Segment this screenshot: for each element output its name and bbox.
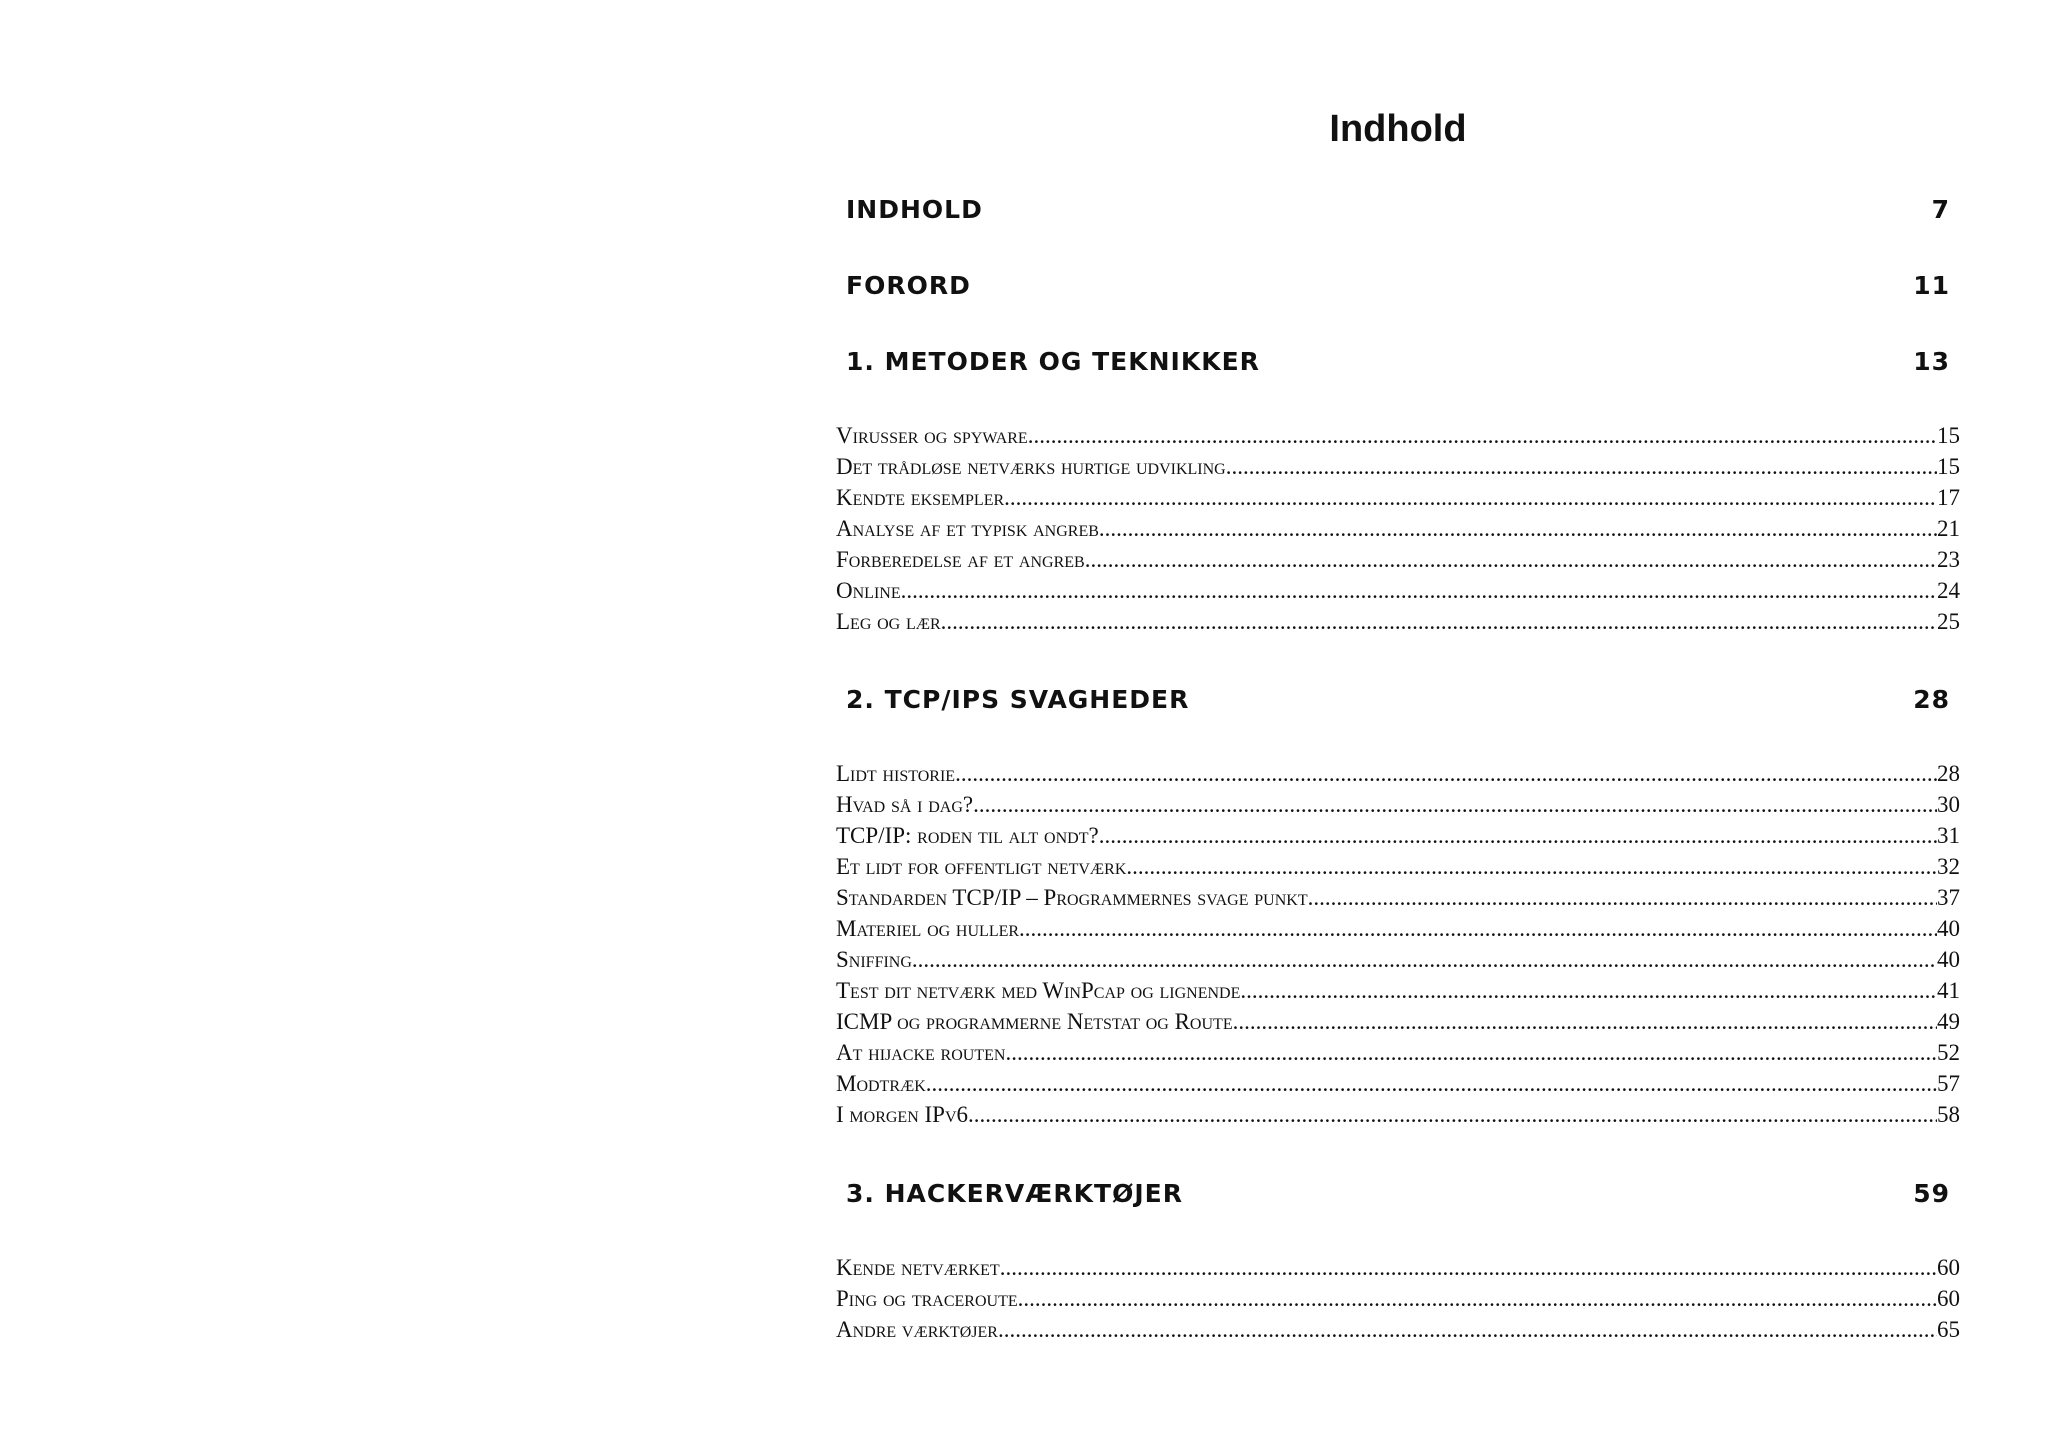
chapter-2-entry-list: [836, 758, 1960, 1130]
page-title: Indhold: [1329, 108, 1467, 150]
dot-leader: [941, 606, 1937, 637]
dot-leader: [1226, 451, 1937, 482]
dot-leader: [1085, 544, 1937, 575]
toc-entry-page: 28: [1937, 761, 1960, 786]
dot-leader: [1126, 851, 1937, 882]
dot-leader: [998, 1314, 1937, 1345]
chapter-heading-indhold[interactable]: [846, 192, 1950, 228]
toc-entry-page: 17: [1937, 485, 1960, 510]
chapter-1-entry-list: [836, 420, 1960, 637]
toc-entry[interactable]: [836, 451, 1960, 482]
chapter-page-number: 13: [1913, 347, 1950, 376]
toc-entry-page: 40: [1937, 916, 1960, 941]
toc-entry-title: Leg og lær: [836, 609, 941, 634]
toc-entry-title: Forberedelse af et angreb: [836, 547, 1085, 572]
toc-entry-page: 15: [1937, 454, 1960, 479]
toc-entry[interactable]: [836, 1006, 1960, 1037]
toc-entry-title: Lidt historie: [836, 761, 956, 786]
toc-entry[interactable]: [836, 820, 1960, 851]
chapter-heading-forord[interactable]: [846, 268, 1950, 304]
toc-entry-title: Analyse af et typisk angreb: [836, 516, 1099, 541]
toc-entry[interactable]: [836, 1037, 1960, 1068]
dot-leader: [1028, 420, 1937, 451]
toc-entry-page: 41: [1937, 978, 1960, 1003]
toc-entry[interactable]: [836, 575, 1960, 606]
toc-entry-title: Test dit netværk med WinPcap og lignende: [836, 978, 1241, 1003]
toc-entry-title: Sniffing: [836, 947, 912, 972]
dot-leader: [1308, 882, 1937, 913]
toc-entry[interactable]: [836, 1283, 1960, 1314]
toc-entry-page: 31: [1937, 823, 1960, 848]
toc-entry[interactable]: [836, 606, 1960, 637]
toc-entry[interactable]: [836, 1314, 1960, 1345]
toc-entry-title: Hvad så i dag?: [836, 792, 974, 817]
chapter-title: INDHOLD: [846, 195, 983, 224]
dot-leader: [1099, 513, 1937, 544]
chapter-page-number: 28: [1913, 685, 1950, 714]
toc-entry-page: 52: [1937, 1040, 1960, 1065]
toc-entry-page: 30: [1937, 792, 1960, 817]
chapter-3-entry-list: [836, 1252, 1960, 1345]
dot-leader: [955, 758, 1937, 789]
chapter-page-number: 11: [1913, 271, 1950, 300]
toc-entry-title: Virusser og spyware: [836, 423, 1028, 448]
dot-leader: [1004, 482, 1937, 513]
chapter-heading-2[interactable]: [846, 682, 1950, 718]
chapter-title: 3. HACKERVÆRKTØJER: [846, 1179, 1183, 1208]
toc-entry[interactable]: [836, 1099, 1960, 1130]
toc-entry[interactable]: [836, 1068, 1960, 1099]
toc-entry[interactable]: [836, 944, 1960, 975]
dot-leader: [912, 944, 1937, 975]
toc-entry-title: Et lidt for offentligt netværk: [836, 854, 1127, 879]
toc-entry-title: Det trådløse netværks hurtige udvikling: [836, 454, 1226, 479]
toc-entry-page: 32: [1937, 854, 1960, 879]
chapter-page-number: 59: [1913, 1179, 1950, 1208]
dot-leader: [1099, 820, 1937, 851]
toc-entry-title: Kendte eksempler: [836, 485, 1005, 510]
dot-leader: [1018, 1283, 1937, 1314]
toc-entry-page: 65: [1937, 1317, 1960, 1342]
toc-entry[interactable]: [836, 544, 1960, 575]
toc-entry[interactable]: [836, 882, 1960, 913]
chapter-page-number: 7: [1931, 195, 1950, 224]
dot-leader: [926, 1068, 1937, 1099]
toc-entry[interactable]: [836, 975, 1960, 1006]
dot-leader: [968, 1099, 1937, 1130]
toc-entry-page: 37: [1937, 885, 1960, 910]
chapter-title: 2. TCP/IPS SVAGHEDER: [846, 685, 1190, 714]
toc-entry[interactable]: [836, 913, 1960, 944]
toc-entry-title: Kende netværket: [836, 1255, 1000, 1280]
toc-entry-title: ICMP og programmerne Netstat og Route: [836, 1009, 1233, 1034]
dot-leader: [1240, 975, 1937, 1006]
toc-entry[interactable]: [836, 420, 1960, 451]
toc-entry-title: TCP/IP: roden til alt ondt?: [836, 823, 1099, 848]
toc-entry-title: Standarden TCP/IP – Programmernes svage punkt: [836, 885, 1308, 910]
toc-entry-page: 57: [1937, 1071, 1960, 1096]
toc-entry[interactable]: [836, 758, 1960, 789]
toc-entry-page: 58: [1937, 1102, 1960, 1127]
dot-leader: [1000, 1252, 1937, 1283]
dot-leader: [1005, 1037, 1937, 1068]
dot-leader: [1019, 913, 1937, 944]
toc-entry-title: At hijacke routen: [836, 1040, 1006, 1065]
toc-entry-page: 24: [1937, 578, 1960, 603]
toc-entry-title: Andre værktøjer: [836, 1317, 998, 1342]
toc-entry-page: 60: [1937, 1255, 1960, 1280]
chapter-title: 1. METODER OG TEKNIKKER: [846, 347, 1260, 376]
toc-entry-title: Online: [836, 578, 901, 603]
toc-entry[interactable]: [836, 482, 1960, 513]
toc-entry-page: 60: [1937, 1286, 1960, 1311]
toc-entry[interactable]: [836, 789, 1960, 820]
toc-entry-page: 25: [1937, 609, 1960, 634]
dot-leader: [973, 789, 1937, 820]
chapter-heading-3[interactable]: [846, 1176, 1950, 1212]
toc-entry-title: Ping og traceroute: [836, 1286, 1018, 1311]
chapter-title: FORORD: [846, 271, 971, 300]
dot-leader: [901, 575, 1937, 606]
toc-entry-page: 40: [1937, 947, 1960, 972]
toc-entry[interactable]: [836, 513, 1960, 544]
toc-entry[interactable]: [836, 1252, 1960, 1283]
chapter-heading-1[interactable]: [846, 344, 1950, 380]
toc-entry-page: 21: [1937, 516, 1960, 541]
toc-entry-page: 15: [1937, 423, 1960, 448]
toc-entry-page: 49: [1937, 1009, 1960, 1034]
dot-leader: [1233, 1006, 1937, 1037]
toc-entry[interactable]: [836, 851, 1960, 882]
toc-entry-title: Materiel og huller: [836, 916, 1020, 941]
toc-entry-title: I morgen IPv6: [836, 1102, 969, 1127]
table-of-contents-page: [836, 0, 1960, 1448]
toc-entry-page: 23: [1937, 547, 1960, 572]
toc-entry-title: Modtræk: [836, 1071, 926, 1096]
